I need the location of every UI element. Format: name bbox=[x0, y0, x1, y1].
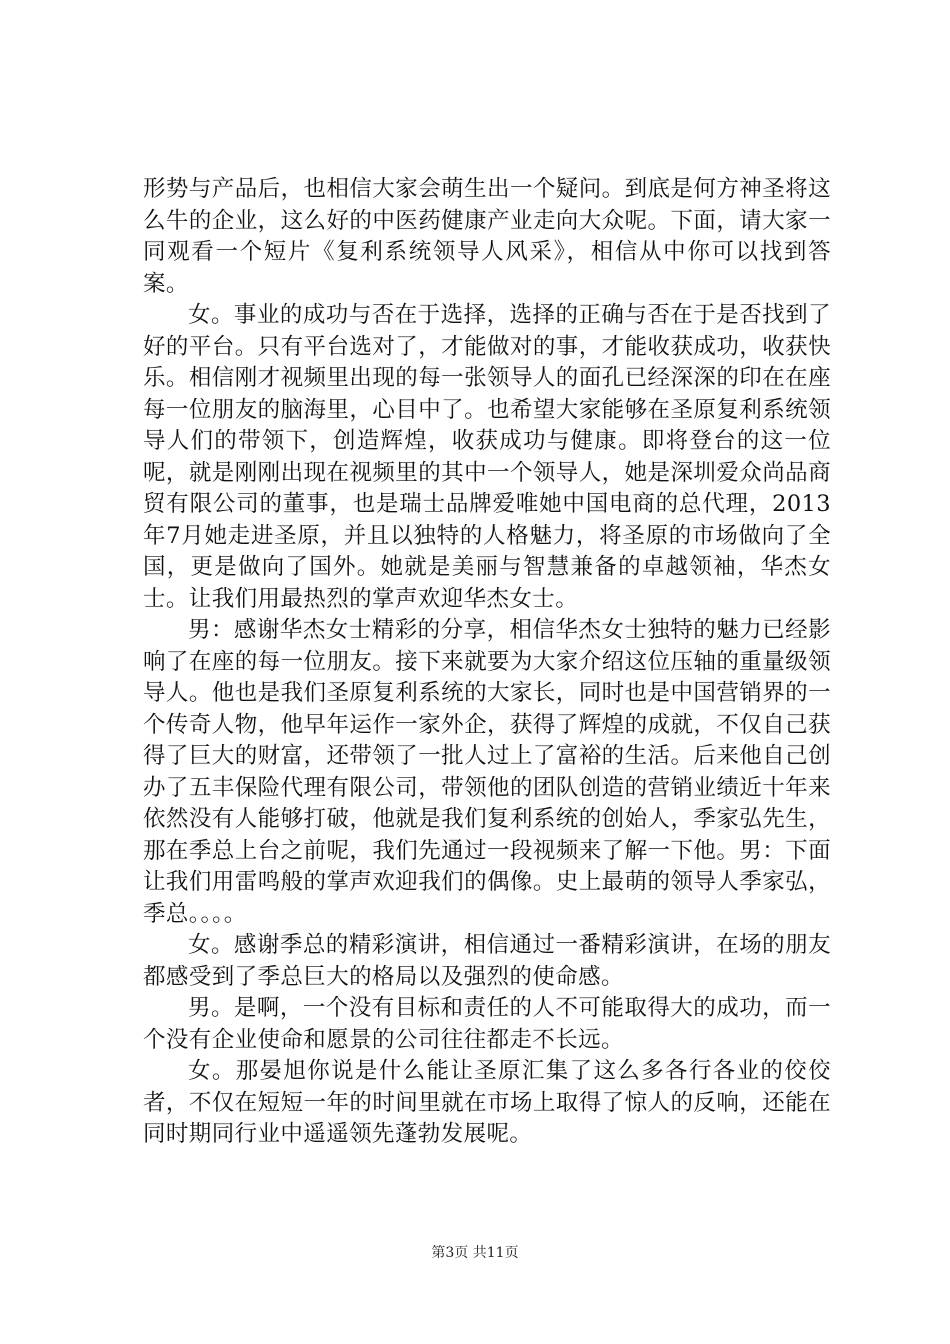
document-body bbox=[143, 174, 831, 1151]
paragraph-female-question: 女。那晏旭你说是什么能让圣原汇集了这么多各行各业的佼佼者，不仅在短短一年的时间里就在市场上取得了惊人的反响，还能在同时期同行业中遥遥领先蓬勃发展呢。 bbox=[143, 1058, 831, 1147]
paragraph-male-reply: 男。是啊，一个没有目标和责任的人不可能取得大的成功，而一个没有企业使命和愿景的公司往往都走不长远。 bbox=[143, 995, 831, 1053]
paragraph-female-thanks: 女。感谢季总的精彩演讲，相信通过一番精彩演讲，在场的朋友都感受到了季总巨大的格局以及强烈的使命感。 bbox=[143, 932, 831, 990]
page-number-footer: 第3页 共11页 bbox=[431, 1245, 519, 1261]
paragraph-male-intro-jijiahong: 男：感谢华杰女士精彩的分享，相信华杰女士独特的魅力已经影响了在座的每一位朋友。接下来就要为大家介绍这位压轴的重量级领导人。他也是我们圣原复利系统的大家长，同时也是中国营销界的一个传奇人物，他早年运作一家外企，获得了辉煌的成就，不仅自己获得了巨大的财富，还带领了一批人过上了富裕的生活。后来他自己创办了五丰保险代理有限公司，带领他的团队创造的营销业绩近十年来依然没有人能够打破，他就是我们复利系统的创始人，季家弘先生，那在季总上台之前呢，我们先通过一段视频来了解一下他。男：下面让我们用雷鸣般的掌声欢迎我们的偶像。史上最萌的领导人季家弘，季总。。。。 bbox=[143, 617, 831, 927]
paragraph-female-intro-huajie: 女。事业的成功与否在于选择，选择的正确与否在于是否找到了好的平台。只有平台选对了，才能做对的事，才能收获成功，收获快乐。相信刚才视频里出现的每一张领导人的面孔已经深深的印在在座每一位朋友的脑海里，心目中了。也希望大家能够在圣原复利系统领导人们的带领下，创造辉煌，收获成功与健康。即将登台的这一位呢，就是刚刚出现在视频里的其中一个领导人，她是深圳爱众尚品商贸有限公司的董事，也是瑞士品牌爱唯她中国电商的总代理，2013年7月她走进圣原，并且以独特的人格魅力，将圣原的市场做向了全国，更是做向了国外。她就是美丽与智慧兼备的卓越领袖，华杰女士。让我们用最热烈的掌声欢迎华杰女士。 bbox=[143, 302, 831, 612]
paragraph-continuation: 形势与产品后，也相信大家会萌生出一个疑问。到底是何方神圣将这么牛的企业，这么好的中医药健康产业走向大众呢。下面，请大家一同观看一个短片《复利系统领导人风采》，相信从中你可以找到答案。 bbox=[143, 176, 831, 297]
